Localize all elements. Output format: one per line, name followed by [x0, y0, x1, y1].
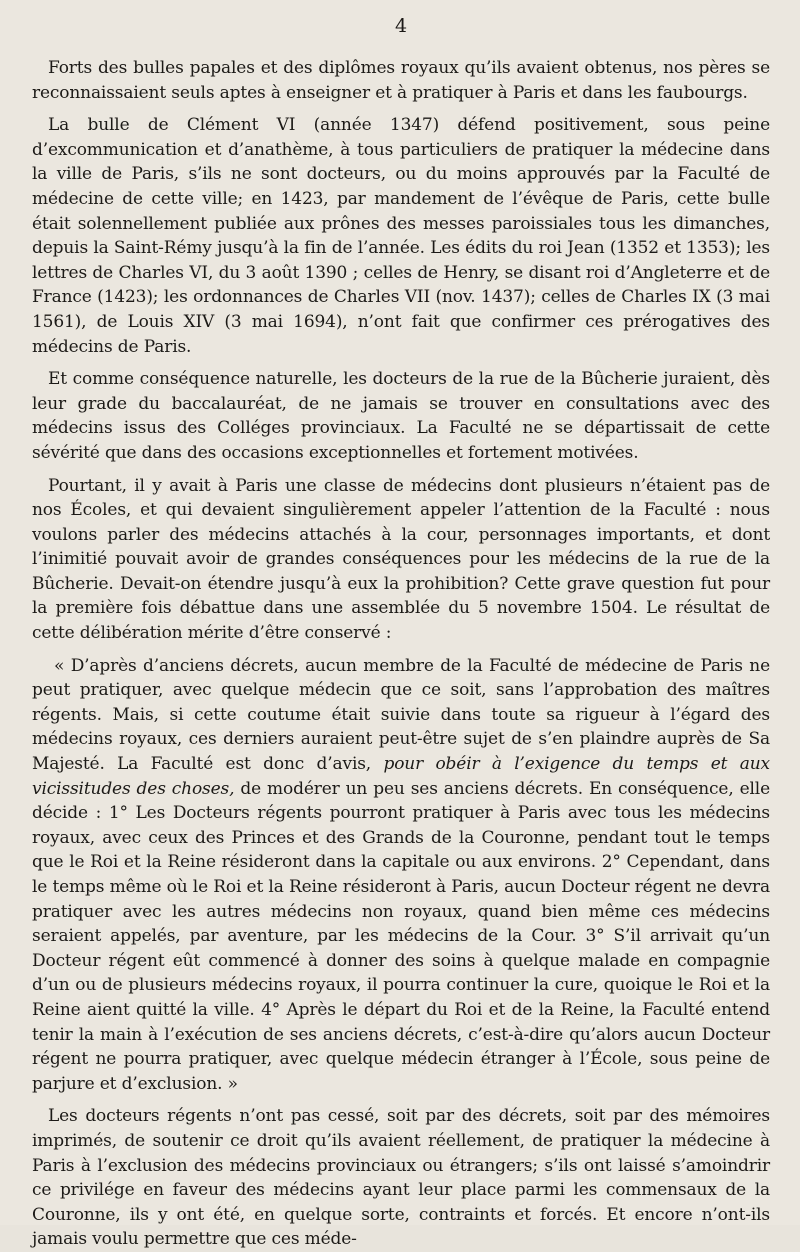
quoted-decree	[32, 654, 770, 1097]
page-number: 4	[395, 15, 407, 37]
paragraph-1: Forts des bulles papales et des diplômes royaux qu’ils avaient obtenus, nos pères se reconnaissaient seuls aptes à enseigner et à pratiquer à Paris et dans les faubourgs.	[32, 58, 770, 103]
quote-text-start: « D’après d’anciens décrets, aucun membre de la Faculté de médecine de Paris ne peut pratiquer, avec quelque médecin que ce soit, sans l’approbation des maîtres régents. Mais, si cette coutume était suivie dans toute sa rigueur à l’égard des médecins royaux, ces derniers auraient peut-être sujet de s’en plaindre auprès de Sa Majesté. La Faculté est donc d’avis,	[32, 655, 770, 775]
paragraph-3: Et comme conséquence naturelle, les docteurs de la rue de la Bûcherie juraient, dès leur grade du baccalauréat, de ne jamais se trouver en consultations avec des médecins issus des Colléges provinciaux. La Faculté ne se départissait de cette sévérité que dans des occasions exceptionnelles et fortement motivées.	[32, 369, 770, 463]
quote-italic-text: pour obéir à l’exigence du temps et aux vicissitudes des choses,	[32, 754, 770, 799]
quote-text-end: de modérer un peu ses anciens décrets. En conséquence, elle décide : 1° Les Docteurs régents pourront pratiquer à Paris avec tous les médecins royaux, avec ceux des Princes et des Grands de la Couronne, pendant tout le temps que le Roi et la Reine résideront dans la capitale ou aux environs. 2° Cependant, dans le temps même où le Roi et la Reine résideront à Paris, aucun Docteur régent ne devra pratiquer avec les autres médecins non royaux, quand bien même ces médecins seraient appelés, par aventure, par les médecins de la Cour. 3° S’il arrivait qu’un Docteur régent eût commencé à donner des soins à quelque malade en compagnie d’un ou de plusieurs médecins royaux, il pourra continuer la cure, quoique le Roi et la Reine aient quitté la ville. 4° Après le départ du Roi et de la Reine, la Faculté entend tenir la main à l’exécution de ses anciens décrets, c’est-à-dire qu’alors aucun Docteur régent ne pourra pratiquer, avec quelque médecin étranger à l’École, sous peine de parjure et d’exclusion. »	[32, 778, 770, 1094]
paragraph-final: Les docteurs régents n’ont pas cessé, soit par des décrets, soit par des mémoires imprimés, de soutenir ce droit qu’ils avaient réellement, de pratiquer la médecine à Paris à l’exclusion des médecins provinciaux ou étrangers; s’ils ont laissé s’amoindrir ce privilége en faveur des médecins ayant leur place parmi les commensaux de la Couronne, ils y ont été, en quelque sorte, contraints et forcés. Et encore n’ont-ils jamais voulu permettre que ces méde-	[32, 1106, 770, 1250]
paragraph-2: La bulle de Clément VI (année 1347) défend positivement, sous peine d’excommunication et d’anathème, à tous particuliers de pratiquer la médecine dans la ville de Paris, s’ils ne sont docteurs, ou du moins approuvés par la Faculté de médecine de cette ville; en 1423, par mandement de l’évêque de Paris, cette bulle était solennellement publiée aux prônes des messes paroissiales tous les dimanches, depuis la Saint-Rémy jusqu’à la fin de l’année. Les édits du roi Jean (1352 et 1353); les lettres de Charles VI, du 3 août 1390 ; celles de Henry, se disant roi d’Angleterre et de France (1423); les ordonnances de Charles VII (nov. 1437); celles de Charles IX (3 mai 1561), de Louis XIV (3 mai 1694), n’ont fait que confirmer ces prérogatives des médecins de Paris.	[32, 115, 770, 357]
paragraph-4: Pourtant, il y avait à Paris une classe de médecins dont plusieurs n’étaient pas de nos Écoles, et qui devaient singulièrement appeler l’attention de la Faculté : nous voulons parler des médecins attachés à la cour, personnages importants, et dont l’inimitié pouvait avoir de grandes conséquences pour les médecins de la rue de la Bûcherie. Devait-on étendre jusqu’à eux la prohibition? Cette grave question fut pour la première fois débattue dans une assemblée du 5 novembre 1504. Le résultat de cette délibération mérite d’être conservé :	[32, 475, 770, 644]
